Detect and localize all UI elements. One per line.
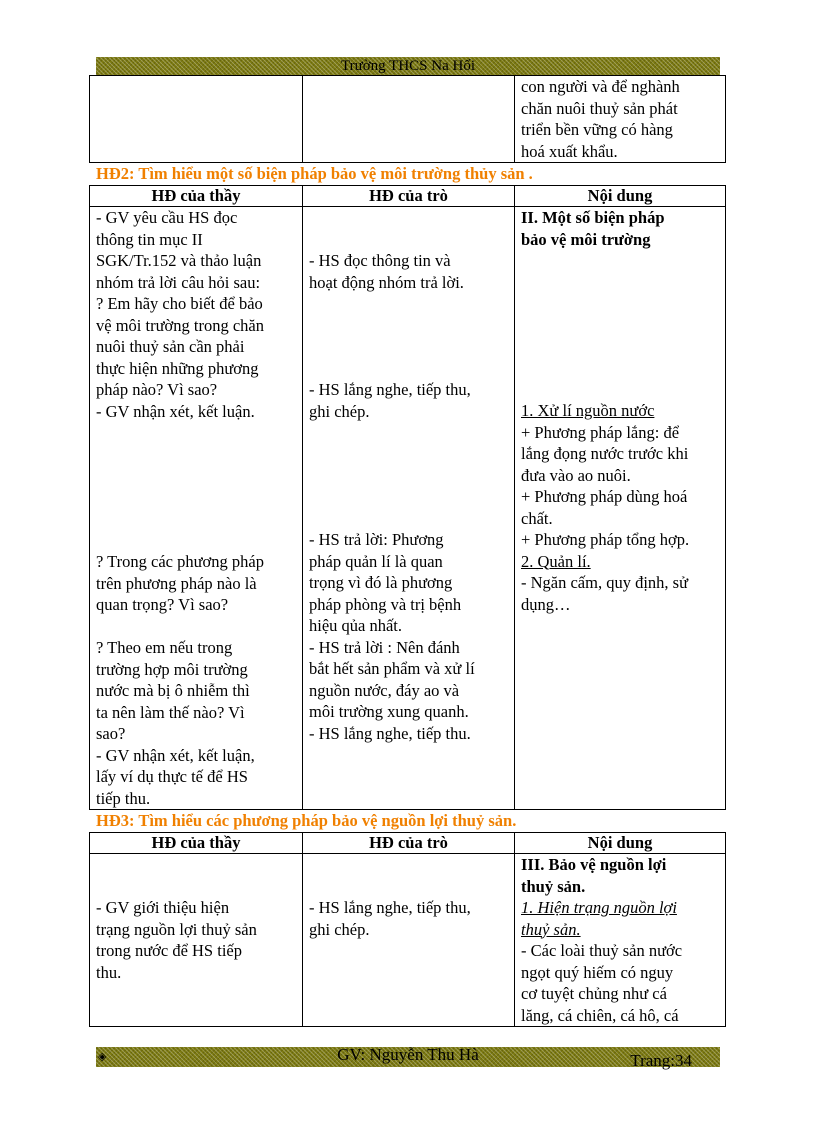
content-cell xyxy=(515,207,726,810)
spacer xyxy=(96,854,296,897)
text-line: - HS lắng nghe, tiếp thu. xyxy=(309,723,471,743)
teacher-activity-cell xyxy=(90,207,303,810)
text-line: - GV giới thiệu hiện xyxy=(96,898,230,917)
text-line: ngọt quý hiếm có nguy xyxy=(521,962,674,982)
text-line: thu. xyxy=(96,962,122,982)
continuation-table xyxy=(89,75,726,163)
page-footer xyxy=(96,1045,720,1070)
text-line: trên phương pháp nào là xyxy=(96,573,257,593)
spacer xyxy=(96,422,296,551)
subheading: 1. Hiện trạng nguồn lợi xyxy=(521,898,677,917)
text-line: + Phương pháp dùng hoá xyxy=(521,487,688,506)
text-line: - HS đọc thông tin và xyxy=(309,251,451,270)
text-line: chất. xyxy=(521,508,553,528)
text-line: trong nước để HS tiếp xyxy=(96,941,242,960)
text-line: - Ngăn cấm, quy định, sử xyxy=(521,573,689,592)
text-line: nguồn nước, đáy ao và xyxy=(309,680,460,700)
text-line: sao? xyxy=(96,724,126,743)
text-line: ? Em hãy cho biết để bảo xyxy=(96,294,263,313)
text-line: ? Trong các phương pháp xyxy=(96,552,264,571)
text-line: bắt hết sản phẩm và xử lí xyxy=(309,659,475,678)
text-line: - GV nhận xét, kết luận, xyxy=(96,745,255,765)
column-header-teacher: HĐ của thầy xyxy=(90,186,303,207)
text-line: đưa vào ao nuôi. xyxy=(521,465,631,485)
spacer xyxy=(521,250,719,400)
school-name: Trường THCS Na Hối xyxy=(340,58,475,74)
text-line: - Các loài thuỷ sản nước xyxy=(521,941,683,960)
text-line: hoá xuất khẩu. xyxy=(521,141,618,161)
text-line: ghi chép. xyxy=(309,919,370,939)
content-cell xyxy=(515,76,726,163)
text-line: ghi chép. xyxy=(309,401,370,421)
text-line: quan trọng? Vì sao? xyxy=(96,595,229,614)
spacer xyxy=(96,616,296,638)
text-line: thực hiện những phương xyxy=(96,358,259,378)
text-line: nhóm trả lời câu hỏi sau: xyxy=(96,272,261,292)
text-line: - HS trả lời : Nên đánh xyxy=(309,637,460,657)
section-heading: bảo vệ môi trường xyxy=(521,229,651,249)
column-header-student: HĐ của trò xyxy=(303,186,515,207)
text-line: vệ môi trường trong chăn xyxy=(96,315,264,335)
student-activity-cell xyxy=(303,207,515,810)
text-line: dụng… xyxy=(521,594,571,614)
text-line: chăn nuôi thuỷ sản phát xyxy=(521,98,678,118)
subheading: 1. Xử lí nguồn nước xyxy=(521,401,655,420)
text-line: - GV yêu cầu HS đọc xyxy=(96,208,238,227)
section-heading: II. Một số biện pháp xyxy=(521,208,665,227)
table-header-row xyxy=(90,833,726,854)
column-header-teacher: HĐ của thầy xyxy=(90,833,303,854)
text-line: pháp phòng và trị bệnh xyxy=(309,594,462,614)
text-line: - HS lắng nghe, tiếp thu, xyxy=(309,380,471,399)
spacer xyxy=(309,293,508,379)
student-activity-cell xyxy=(303,854,515,1027)
table-row xyxy=(90,76,726,163)
table-row xyxy=(90,207,726,810)
text-line: trọng vì đó là phương xyxy=(309,573,453,592)
subheading: 2. Quản lí. xyxy=(521,551,591,571)
activity-table-hd3 xyxy=(89,832,726,1027)
text-line: con người và để nghành xyxy=(521,77,680,96)
teacher-activity-cell xyxy=(90,854,303,1027)
text-line: ta nên làm thế nào? Vì xyxy=(96,702,245,722)
text-line: môi trường xung quanh. xyxy=(309,702,469,721)
text-line: pháp quản lí là quan xyxy=(309,551,443,571)
text-line: - HS trả lời: Phương xyxy=(309,530,444,549)
page-header xyxy=(96,57,720,75)
text-line: nuôi thuỷ sản cần phải xyxy=(96,337,245,356)
column-header-content: Nội dung xyxy=(515,186,726,207)
text-line: thông tin mục II xyxy=(96,229,203,249)
spacer xyxy=(309,854,508,897)
text-line: - GV nhận xét, kết luận. xyxy=(96,401,255,421)
text-line: triển bền vững có hàng xyxy=(521,120,673,139)
teacher-cell xyxy=(90,76,303,163)
text-line: tiếp thu. xyxy=(96,788,151,808)
spacer xyxy=(309,207,508,250)
page-number: Trang:34 xyxy=(630,1051,692,1070)
text-line: - HS lắng nghe, tiếp thu, xyxy=(309,898,471,917)
bullet-icon: ◈ xyxy=(98,1051,107,1063)
subheading: thuỷ sản. xyxy=(521,919,581,939)
column-header-content: Nội dung xyxy=(515,833,726,854)
student-cell xyxy=(303,76,515,163)
section-heading: III. Bảo vệ nguồn lợi xyxy=(521,855,667,874)
text-line: hiệu qủa nhất. xyxy=(309,616,403,635)
text-line: + Phương pháp tổng hợp. xyxy=(521,530,690,549)
section-title-hd2: HĐ2: Tìm hiểu một số biện pháp bảo vệ môi trường thủy sản . xyxy=(96,164,533,183)
table-row xyxy=(90,854,726,1027)
text-line: nước mà bị ô nhiễm thì xyxy=(96,681,250,700)
text-line: + Phương pháp lắng: để xyxy=(521,422,680,442)
section-title-hd3: HĐ3: Tìm hiểu các phương pháp bảo vệ nguồn lợi thuỷ sản. xyxy=(96,811,517,830)
text-line: trường hợp môi trường xyxy=(96,659,248,679)
spacer xyxy=(309,422,508,529)
text-line: trạng nguồn lợi thuỷ sản xyxy=(96,919,257,939)
text-line: lấy ví dụ thực tế để HS xyxy=(96,767,248,786)
activity-table-hd2 xyxy=(89,185,726,810)
text-line: lắng đọng nước trước khi xyxy=(521,444,689,463)
text-line: hoạt động nhóm trả lời. xyxy=(309,272,464,292)
teacher-name: GV: Nguyễn Thu Hà xyxy=(337,1045,479,1064)
text-line: ? Theo em nếu trong xyxy=(96,638,233,657)
text-line: pháp nào? Vì sao? xyxy=(96,380,218,399)
content-cell xyxy=(515,854,726,1027)
table-header-row xyxy=(90,186,726,207)
column-header-student: HĐ của trò xyxy=(303,833,515,854)
text-line: cơ tuyệt chủng như cá xyxy=(521,984,667,1003)
section-heading: thuỷ sản. xyxy=(521,876,586,896)
text-line: lăng, cá chiên, cá hô, cá xyxy=(521,1005,679,1025)
text-line: SGK/Tr.152 và thảo luận xyxy=(96,251,262,270)
